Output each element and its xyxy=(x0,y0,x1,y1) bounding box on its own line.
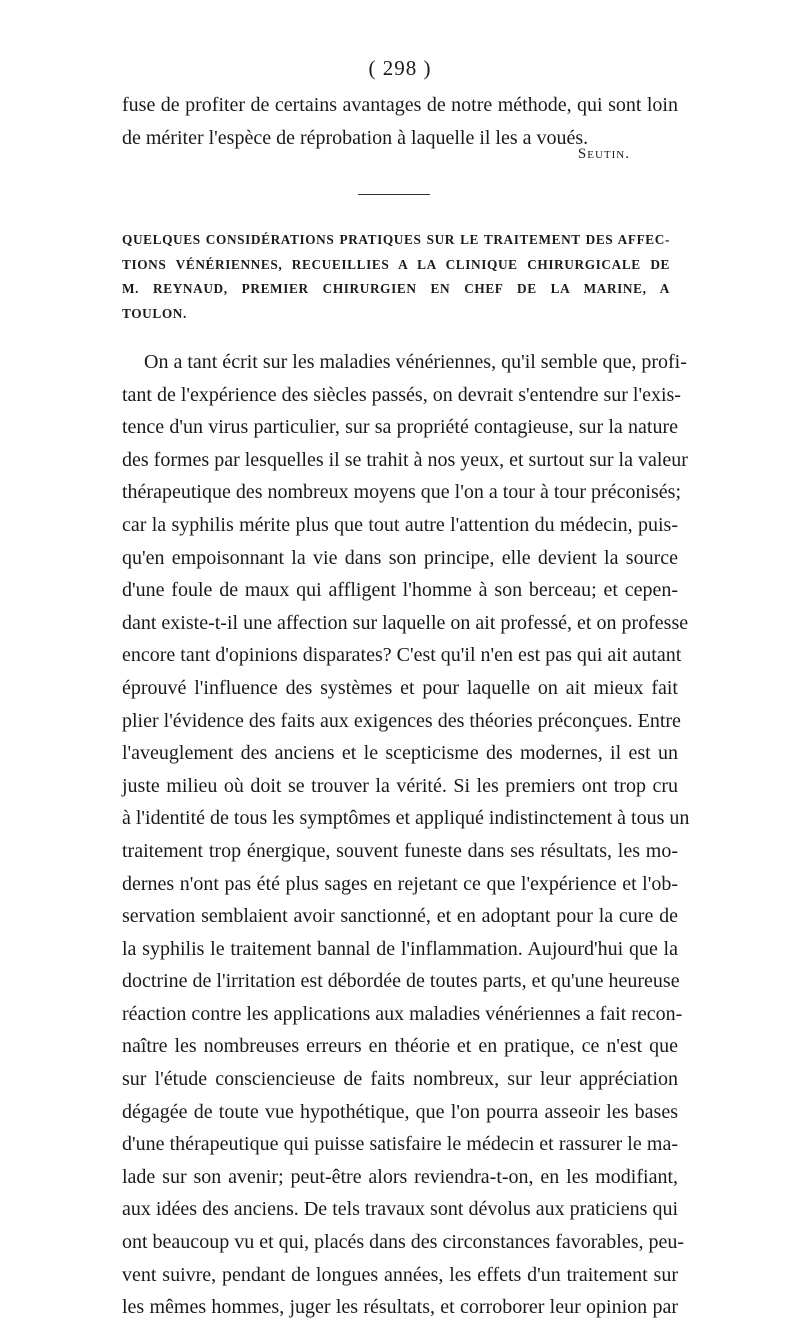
author-signature: Seutin. xyxy=(577,146,630,162)
text-line: d'une foule de maux qui affligent l'homme à son berceau; et cepen- xyxy=(122,579,678,602)
text-line: de mériter l'espèce de réprobation à laquelle il les a voués. xyxy=(122,126,589,149)
heading-line: M. REYNAUD, PREMIER CHIRURGIEN EN CHEF DE LA MARINE, A xyxy=(122,281,670,296)
text-line: vent suivre, pendant de longues années, les effets d'un traitement sur xyxy=(122,1263,678,1286)
text-line: thérapeutique des nombreux moyens que l'on a tour à tour préconisés; xyxy=(122,481,682,504)
text-line: servation semblaient avoir sanctionné, et en adoptant pour la cure de xyxy=(122,905,678,928)
text-line: ont beaucoup vu et qui, placés dans des circonstances favorables, peu- xyxy=(122,1231,685,1254)
text-line: aux idées des anciens. De tels travaux sont dévolus aux praticiens qui xyxy=(122,1198,678,1221)
text-line: juste milieu où doit se trouver la vérité. Si les premiers ont trop cru xyxy=(122,774,678,797)
text-line: dégagée de toute vue hypothétique, que l'on pourra asseoir les bases xyxy=(122,1100,678,1123)
text-line: éprouvé l'influence des systèmes et pour laquelle on ait mieux fait xyxy=(122,676,678,699)
text-line: réaction contre les applications aux maladies vénériennes a fait recon- xyxy=(122,1002,683,1025)
page-number: ( 298 ) xyxy=(368,56,432,80)
text-line: tence d'un virus particulier, sur sa propriété contagieuse, sur la nature xyxy=(122,416,678,439)
text-line: fuse de profiter de certains avantages de notre méthode, qui sont loin xyxy=(122,94,678,116)
heading-line: TIONS VÉNÉRIENNES, RECUEILLIES A LA CLINIQUE CHIRURGICALE DE xyxy=(122,256,670,272)
text-line: encore tant d'opinions disparates? C'est qu'il n'en est pas qui ait autant xyxy=(122,644,682,667)
text-line: sur l'étude consciencieuse de faits nombreux, sur leur appréciation xyxy=(122,1068,678,1091)
text-line: des formes par lesquelles il se trahit à nos yeux, et surtout sur la valeur xyxy=(122,448,688,471)
text-line: d'une thérapeutique qui puisse satisfaire le médecin et rassurer le ma- xyxy=(122,1133,678,1156)
intro-paragraph xyxy=(122,89,678,154)
text-line: la syphilis le traitement bannal de l'inflammation. Aujourd'hui que la xyxy=(122,937,678,960)
section-heading xyxy=(122,228,670,326)
section-divider xyxy=(358,194,430,195)
text-line: plier l'évidence des faits aux exigences des théories préconçues. Entre xyxy=(122,709,681,732)
text-line: l'aveuglement des anciens et le scepticisme des modernes, il est un xyxy=(122,742,678,765)
text-line: à l'identité de tous les symptômes et appliqué indistinctement à tous un xyxy=(122,807,690,830)
text-line: qu'en empoisonnant la vie dans son principe, elle devient la source xyxy=(122,546,678,569)
text-line: naître les nombreuses erreurs en théorie et en pratique, ce n'est que xyxy=(122,1035,678,1058)
text-line: car la syphilis mérite plus que tout autre l'attention du médecin, puis- xyxy=(122,513,678,536)
text-line: lade sur son avenir; peut-être alors reviendra-t-on, en les modifiant, xyxy=(122,1165,678,1188)
text-line: dant existe-t-il une affection sur laquelle on ait professé, et on professe xyxy=(122,611,689,634)
heading-line: TOULON. xyxy=(122,305,187,321)
body-paragraph xyxy=(122,346,690,1324)
text-line: doctrine de l'irritation est débordée de toutes parts, et qu'une heureuse xyxy=(122,970,680,993)
text-line: les mêmes hommes, juger les résultats, et corroborer leur opinion par xyxy=(122,1296,678,1319)
text-line: traitement trop énergique, souvent funeste dans ses résultats, les mo- xyxy=(122,839,678,862)
text-line: dernes n'ont pas été plus sages en rejetant ce que l'expérience et l'ob- xyxy=(122,872,678,895)
text-line: On a tant écrit sur les maladies vénériennes, qu'il semble que, profi- xyxy=(144,351,687,373)
text-line: tant de l'expérience des siècles passés, on devrait s'entendre sur l'exis- xyxy=(122,383,681,406)
heading-line: QUELQUES CONSIDÉRATIONS PRATIQUES SUR LE TRAITEMENT DES AFFEC- xyxy=(122,232,670,247)
